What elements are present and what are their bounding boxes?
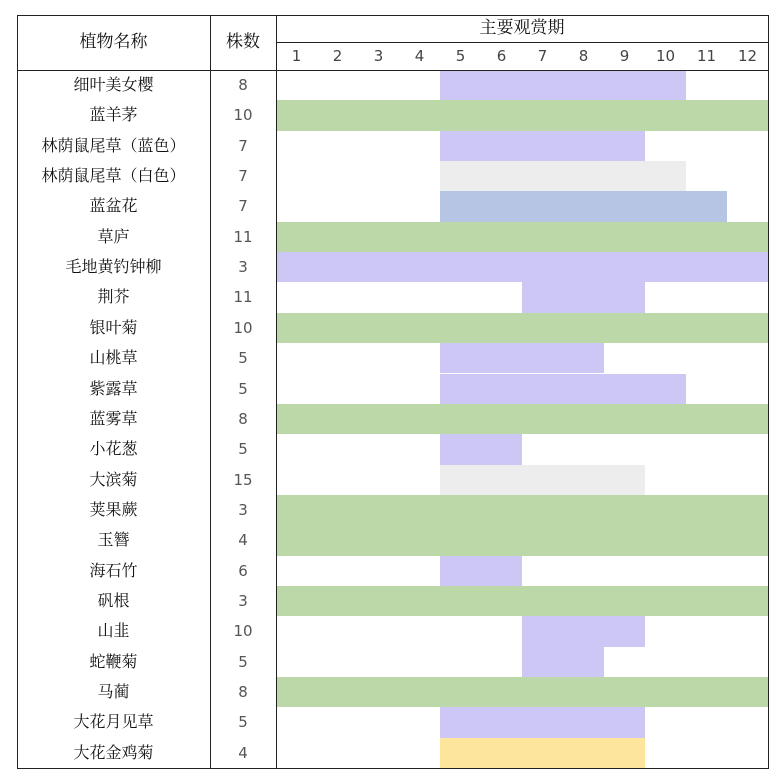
plant-name: 玉簪 <box>97 530 130 550</box>
plant-count: 3 <box>238 258 248 277</box>
bloom-bar <box>440 556 522 586</box>
plant-name: 马蔺 <box>97 682 130 701</box>
plant-count: 5 <box>238 349 248 368</box>
bloom-bar <box>522 616 645 646</box>
bloom-bar <box>276 252 768 282</box>
plant-count: 15 <box>233 470 253 489</box>
plant-count: 10 <box>233 106 253 125</box>
bloom-bar <box>440 707 645 737</box>
table-left-border <box>17 15 18 769</box>
plant-name: 小花葱 <box>89 439 138 459</box>
plant-count: 7 <box>238 167 248 186</box>
bloom-bar <box>276 222 768 252</box>
plant-count: 11 <box>233 227 253 246</box>
plant-count: 5 <box>238 713 248 732</box>
bloom-bar <box>440 465 645 495</box>
header-bottom-border <box>17 70 768 71</box>
month-label: 7 <box>537 47 548 65</box>
header-plant-name: 植物名称 <box>79 32 148 52</box>
name-column-divider <box>210 15 211 769</box>
plant-name: 蛇鞭菊 <box>89 651 138 671</box>
bloom-bar <box>440 161 686 191</box>
plant-name: 海石竹 <box>89 560 138 580</box>
bloom-bar <box>522 647 604 677</box>
bloom-bar <box>440 131 645 161</box>
month-label: 8 <box>578 47 589 65</box>
plant-name: 荚果蕨 <box>89 499 138 519</box>
plant-name: 大花金鸡菊 <box>73 742 154 762</box>
plant-count: 5 <box>238 440 248 459</box>
plant-count: 5 <box>238 379 248 398</box>
bloom-bar <box>440 70 686 100</box>
plant-count: 4 <box>238 743 248 762</box>
plant-name: 林荫鼠尾草（白色） <box>41 166 186 186</box>
plant-count: 7 <box>238 136 248 155</box>
month-label: 1 <box>291 47 302 65</box>
bloom-bar <box>440 343 604 373</box>
plant-name: 矾根 <box>97 590 130 610</box>
month-label: 9 <box>619 47 630 65</box>
plant-name: 蓝盆花 <box>89 196 138 216</box>
plant-count: 3 <box>238 500 248 519</box>
bloom-bar <box>276 495 768 525</box>
plant-count: 3 <box>238 591 248 610</box>
bloom-bar <box>276 586 768 616</box>
period-header-divider <box>276 42 768 43</box>
month-label: 11 <box>696 47 717 65</box>
count-column-divider <box>276 15 277 769</box>
bloom-bar <box>522 282 645 312</box>
bloom-bar <box>440 738 645 768</box>
month-label: 3 <box>373 47 384 65</box>
plant-name: 毛地黄钓钟柳 <box>65 257 162 277</box>
plant-count: 8 <box>238 409 248 428</box>
bloom-bar <box>276 677 768 707</box>
plant-name: 银叶菊 <box>89 317 138 337</box>
plant-count: 5 <box>238 652 248 671</box>
plant-name: 山桃草 <box>89 348 138 368</box>
plant-count: 11 <box>233 288 253 307</box>
plant-count: 7 <box>238 197 248 216</box>
plant-name: 草庐 <box>97 226 130 246</box>
plant-count: 8 <box>238 76 248 94</box>
header-viewing-period: 主要观赏期 <box>479 18 565 38</box>
plant-name: 荆芥 <box>97 287 130 307</box>
plant-name: 林荫鼠尾草（蓝色） <box>41 135 186 155</box>
bloom-bar <box>440 434 522 464</box>
plant-name: 细叶美女樱 <box>73 75 154 94</box>
bloom-bar <box>440 374 686 404</box>
month-label: 5 <box>455 47 466 65</box>
plant-name: 大滨菊 <box>89 469 138 489</box>
plant-count: 8 <box>238 683 248 701</box>
plant-count: 10 <box>233 622 253 641</box>
plant-count: 4 <box>238 531 248 550</box>
table-right-border <box>768 15 769 769</box>
plant-name: 山韭 <box>97 621 130 641</box>
month-label: 2 <box>332 47 343 65</box>
plant-name: 蓝羊茅 <box>89 105 138 125</box>
bloom-bar <box>276 404 768 434</box>
table-bottom-border <box>17 768 768 769</box>
plant-count: 6 <box>238 561 248 580</box>
plant-name: 蓝雾草 <box>89 408 138 428</box>
plant-name: 大花月见草 <box>73 712 154 732</box>
table-top-border <box>17 15 768 16</box>
bloom-bar <box>440 191 727 221</box>
bloom-bar <box>276 525 768 555</box>
month-label: 6 <box>496 47 507 65</box>
month-label: 12 <box>737 47 758 65</box>
bloom-bar <box>276 100 768 130</box>
month-label: 10 <box>655 47 676 65</box>
bloom-bar <box>276 313 768 343</box>
header-count: 株数 <box>226 32 260 52</box>
month-label: 4 <box>414 47 425 65</box>
plant-name: 紫露草 <box>89 378 138 398</box>
plant-count: 10 <box>233 318 253 337</box>
